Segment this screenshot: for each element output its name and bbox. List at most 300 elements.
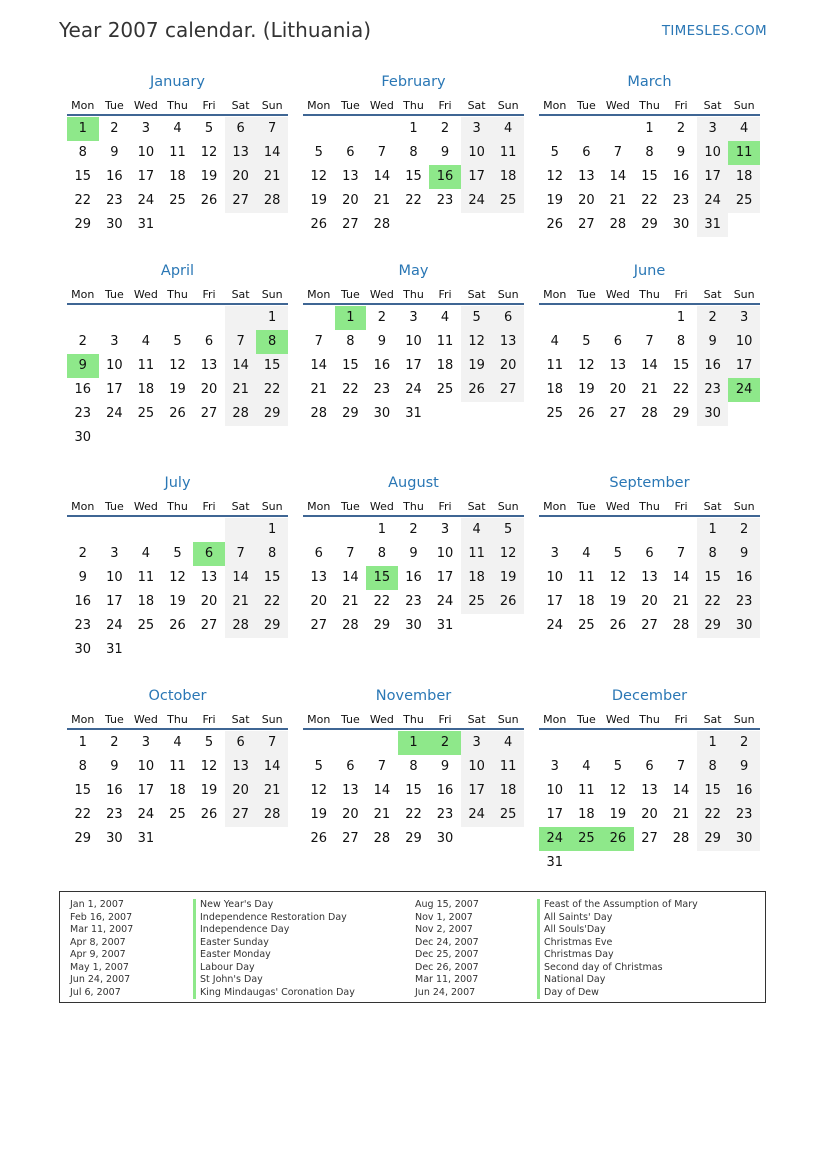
day-cell[interactable]: 3 bbox=[728, 306, 760, 330]
day-cell[interactable]: 7 bbox=[377, 145, 387, 160]
day-cell[interactable]: 8 bbox=[409, 759, 418, 774]
day-cell[interactable]: 1 bbox=[409, 121, 418, 136]
brand-link[interactable]: TIMESLES.COM bbox=[661, 23, 767, 39]
day-cell[interactable]: 27 bbox=[578, 217, 595, 232]
day-cell[interactable]: 19 bbox=[200, 169, 218, 184]
day-cell[interactable]: 30 bbox=[697, 402, 729, 426]
day-cell[interactable]: 10 bbox=[461, 141, 493, 165]
day-cell[interactable]: 6 bbox=[645, 759, 654, 774]
day-cell[interactable]: 16 bbox=[106, 169, 123, 184]
day-cell[interactable]: 18 bbox=[169, 169, 186, 184]
day-cell[interactable]: 4 bbox=[141, 334, 151, 349]
day-cell[interactable]: 27 bbox=[225, 803, 257, 827]
day-cell[interactable]: 15 bbox=[342, 358, 359, 373]
day-cell[interactable]: 22 bbox=[697, 803, 729, 827]
day-cell[interactable]: 26 bbox=[578, 406, 595, 421]
day-cell[interactable]: 27 bbox=[342, 831, 359, 846]
day-cell[interactable]: 29 bbox=[256, 402, 288, 426]
day-cell[interactable]: 2 bbox=[78, 334, 87, 349]
day-cell[interactable]: 28 bbox=[641, 406, 658, 421]
day-cell[interactable]: 1 bbox=[256, 306, 288, 330]
day-cell[interactable]: 14 bbox=[256, 755, 288, 779]
day-cell[interactable]: 22 bbox=[672, 382, 690, 397]
day-cell[interactable]: 10 bbox=[137, 145, 155, 160]
day-cell[interactable]: 3 bbox=[550, 546, 559, 561]
day-cell[interactable]: 11 bbox=[137, 358, 155, 373]
day-cell[interactable]: 8 bbox=[409, 145, 418, 160]
day-cell[interactable]: 16 bbox=[436, 783, 454, 798]
day-cell[interactable]: 30 bbox=[728, 614, 760, 638]
day-cell[interactable]: 25 bbox=[578, 618, 595, 633]
day-cell[interactable]: 13 bbox=[225, 141, 257, 165]
day-cell[interactable]: 13 bbox=[200, 570, 218, 585]
day-cell[interactable]: 21 bbox=[256, 779, 288, 803]
day-cell[interactable]: 2 bbox=[377, 310, 387, 325]
day-cell[interactable]: 20 bbox=[492, 354, 524, 378]
day-cell[interactable]: 7 bbox=[256, 117, 288, 141]
day-cell[interactable]: 2 bbox=[110, 735, 119, 750]
day-cell[interactable]: 25 bbox=[571, 827, 603, 851]
day-cell[interactable]: 11 bbox=[578, 570, 595, 585]
day-cell[interactable]: 29 bbox=[672, 406, 690, 421]
day-cell[interactable]: 4 bbox=[582, 546, 591, 561]
day-cell[interactable]: 24 bbox=[106, 618, 123, 633]
day-cell[interactable]: 24 bbox=[539, 827, 571, 851]
day-cell[interactable]: 19 bbox=[492, 566, 524, 590]
day-cell[interactable]: 24 bbox=[461, 803, 493, 827]
day-cell[interactable]: 18 bbox=[461, 566, 493, 590]
day-cell[interactable]: 7 bbox=[225, 330, 257, 354]
day-cell[interactable]: 20 bbox=[225, 779, 257, 803]
day-cell[interactable]: 13 bbox=[641, 783, 658, 798]
day-cell[interactable]: 9 bbox=[110, 759, 119, 774]
day-cell[interactable]: 1 bbox=[398, 731, 430, 755]
day-cell[interactable]: 10 bbox=[436, 546, 454, 561]
day-cell[interactable]: 23 bbox=[106, 807, 123, 822]
day-cell[interactable]: 4 bbox=[728, 117, 760, 141]
day-cell[interactable]: 23 bbox=[74, 406, 92, 421]
day-cell[interactable]: 11 bbox=[492, 755, 524, 779]
day-cell[interactable]: 15 bbox=[405, 169, 422, 184]
day-cell[interactable]: 18 bbox=[436, 358, 454, 373]
day-cell[interactable]: 15 bbox=[256, 566, 288, 590]
day-cell[interactable]: 4 bbox=[173, 735, 182, 750]
day-cell[interactable]: 2 bbox=[78, 546, 87, 561]
day-cell[interactable]: 4 bbox=[550, 334, 559, 349]
day-cell[interactable]: 13 bbox=[200, 358, 218, 373]
day-cell[interactable]: 6 bbox=[492, 306, 524, 330]
day-cell[interactable]: 23 bbox=[436, 193, 454, 208]
day-cell[interactable]: 10 bbox=[697, 141, 729, 165]
day-cell[interactable]: 20 bbox=[342, 807, 359, 822]
day-cell[interactable]: 24 bbox=[405, 382, 422, 397]
day-cell[interactable]: 15 bbox=[256, 354, 288, 378]
day-cell[interactable]: 7 bbox=[613, 145, 623, 160]
day-cell[interactable]: 28 bbox=[310, 406, 328, 421]
day-cell[interactable]: 25 bbox=[461, 590, 493, 614]
day-cell[interactable]: 21 bbox=[672, 807, 690, 822]
day-cell[interactable]: 18 bbox=[578, 594, 595, 609]
day-cell[interactable]: 6 bbox=[645, 546, 654, 561]
day-cell[interactable]: 29 bbox=[256, 614, 288, 638]
day-cell[interactable]: 2 bbox=[728, 731, 760, 755]
day-cell[interactable]: 10 bbox=[405, 334, 422, 349]
day-cell[interactable]: 17 bbox=[697, 165, 729, 189]
day-cell[interactable]: 31 bbox=[697, 213, 729, 237]
day-cell[interactable]: 16 bbox=[728, 779, 760, 803]
day-cell[interactable]: 12 bbox=[609, 570, 627, 585]
day-cell[interactable]: 10 bbox=[106, 358, 123, 373]
day-cell[interactable]: 11 bbox=[169, 145, 186, 160]
day-cell[interactable]: 30 bbox=[672, 217, 690, 232]
day-cell[interactable]: 23 bbox=[697, 378, 729, 402]
day-cell[interactable]: 12 bbox=[578, 358, 595, 373]
day-cell[interactable]: 21 bbox=[373, 807, 391, 822]
day-cell[interactable]: 10 bbox=[137, 759, 155, 774]
day-cell[interactable]: 14 bbox=[310, 358, 328, 373]
day-cell[interactable]: 22 bbox=[697, 590, 729, 614]
day-cell[interactable]: 16 bbox=[728, 566, 760, 590]
day-cell[interactable]: 17 bbox=[106, 594, 123, 609]
day-cell[interactable]: 28 bbox=[256, 803, 288, 827]
day-cell[interactable]: 3 bbox=[110, 334, 119, 349]
day-cell[interactable]: 10 bbox=[546, 570, 564, 585]
day-cell[interactable]: 7 bbox=[377, 759, 387, 774]
day-cell[interactable]: 7 bbox=[676, 759, 686, 774]
day-cell[interactable]: 14 bbox=[672, 570, 690, 585]
day-cell[interactable]: 6 bbox=[204, 334, 214, 349]
day-cell[interactable]: 17 bbox=[405, 358, 422, 373]
day-cell[interactable]: 16 bbox=[697, 354, 729, 378]
day-cell[interactable]: 5 bbox=[314, 759, 323, 774]
day-cell[interactable]: 19 bbox=[546, 193, 564, 208]
day-cell[interactable]: 30 bbox=[106, 831, 123, 846]
day-cell[interactable]: 11 bbox=[169, 759, 186, 774]
day-cell[interactable]: 17 bbox=[436, 570, 454, 585]
day-cell[interactable]: 3 bbox=[440, 522, 450, 537]
day-cell[interactable]: 9 bbox=[67, 354, 99, 378]
day-cell[interactable]: 13 bbox=[609, 358, 627, 373]
day-cell[interactable]: 28 bbox=[342, 618, 359, 633]
day-cell[interactable]: 18 bbox=[546, 382, 564, 397]
day-cell[interactable]: 2 bbox=[110, 121, 119, 136]
day-cell[interactable]: 15 bbox=[641, 169, 658, 184]
day-cell[interactable]: 25 bbox=[436, 382, 454, 397]
day-cell[interactable]: 21 bbox=[310, 382, 328, 397]
day-cell[interactable]: 17 bbox=[546, 594, 564, 609]
day-cell[interactable]: 15 bbox=[74, 169, 92, 184]
day-cell[interactable]: 6 bbox=[613, 334, 623, 349]
day-cell[interactable]: 26 bbox=[200, 807, 218, 822]
day-cell[interactable]: 19 bbox=[578, 382, 595, 397]
day-cell[interactable]: 8 bbox=[676, 334, 686, 349]
day-cell[interactable]: 14 bbox=[373, 169, 391, 184]
day-cell[interactable]: 5 bbox=[613, 759, 623, 774]
day-cell[interactable]: 6 bbox=[225, 117, 257, 141]
day-cell[interactable]: 8 bbox=[697, 755, 729, 779]
day-cell[interactable]: 6 bbox=[346, 759, 355, 774]
day-cell[interactable]: 19 bbox=[200, 783, 218, 798]
day-cell[interactable]: 23 bbox=[74, 618, 92, 633]
day-cell[interactable]: 11 bbox=[728, 141, 760, 165]
day-cell[interactable]: 20 bbox=[310, 594, 328, 609]
day-cell[interactable]: 19 bbox=[461, 354, 493, 378]
day-cell[interactable]: 4 bbox=[461, 518, 493, 542]
day-cell[interactable]: 22 bbox=[256, 590, 288, 614]
day-cell[interactable]: 16 bbox=[74, 382, 92, 397]
day-cell[interactable]: 19 bbox=[310, 807, 328, 822]
day-cell[interactable]: 18 bbox=[492, 779, 524, 803]
day-cell[interactable]: 16 bbox=[672, 169, 690, 184]
day-cell[interactable]: 9 bbox=[676, 145, 686, 160]
day-cell[interactable]: 13 bbox=[342, 169, 359, 184]
day-cell[interactable]: 7 bbox=[225, 542, 257, 566]
day-cell[interactable]: 3 bbox=[141, 735, 151, 750]
day-cell[interactable]: 27 bbox=[225, 189, 257, 213]
day-cell[interactable]: 1 bbox=[645, 121, 654, 136]
day-cell[interactable]: 7 bbox=[314, 334, 323, 349]
day-cell[interactable]: 20 bbox=[609, 382, 627, 397]
day-cell[interactable]: 22 bbox=[74, 807, 92, 822]
day-cell[interactable]: 30 bbox=[373, 406, 391, 421]
day-cell[interactable]: 5 bbox=[173, 334, 182, 349]
day-cell[interactable]: 16 bbox=[106, 783, 123, 798]
day-cell[interactable]: 9 bbox=[728, 542, 760, 566]
day-cell[interactable]: 9 bbox=[697, 330, 729, 354]
day-cell[interactable]: 27 bbox=[641, 618, 658, 633]
day-cell[interactable]: 12 bbox=[461, 330, 493, 354]
day-cell[interactable]: 3 bbox=[141, 121, 151, 136]
day-cell[interactable]: 26 bbox=[169, 618, 186, 633]
day-cell[interactable]: 5 bbox=[613, 546, 623, 561]
day-cell[interactable]: 3 bbox=[461, 731, 493, 755]
day-cell[interactable]: 27 bbox=[492, 378, 524, 402]
day-cell[interactable]: 11 bbox=[492, 141, 524, 165]
day-cell[interactable]: 24 bbox=[728, 378, 760, 402]
day-cell[interactable]: 28 bbox=[373, 217, 391, 232]
day-cell[interactable]: 28 bbox=[256, 189, 288, 213]
day-cell[interactable]: 31 bbox=[436, 618, 454, 633]
day-cell[interactable]: 23 bbox=[436, 807, 454, 822]
day-cell[interactable]: 2 bbox=[728, 518, 760, 542]
day-cell[interactable]: 26 bbox=[546, 217, 564, 232]
day-cell[interactable]: 12 bbox=[492, 542, 524, 566]
day-cell[interactable]: 23 bbox=[728, 803, 760, 827]
day-cell[interactable]: 6 bbox=[225, 731, 257, 755]
day-cell[interactable]: 29 bbox=[641, 217, 658, 232]
day-cell[interactable]: 2 bbox=[409, 522, 418, 537]
day-cell[interactable]: 12 bbox=[310, 783, 328, 798]
day-cell[interactable]: 12 bbox=[310, 169, 328, 184]
day-cell[interactable]: 29 bbox=[373, 618, 391, 633]
day-cell[interactable]: 26 bbox=[461, 378, 493, 402]
day-cell[interactable]: 11 bbox=[137, 570, 155, 585]
day-cell[interactable]: 13 bbox=[578, 169, 595, 184]
day-cell[interactable]: 28 bbox=[225, 614, 257, 638]
day-cell[interactable]: 14 bbox=[225, 354, 257, 378]
day-cell[interactable]: 11 bbox=[461, 542, 493, 566]
day-cell[interactable]: 3 bbox=[697, 117, 729, 141]
day-cell[interactable]: 21 bbox=[641, 382, 658, 397]
day-cell[interactable]: 20 bbox=[578, 193, 595, 208]
day-cell[interactable]: 17 bbox=[728, 354, 760, 378]
day-cell[interactable]: 26 bbox=[310, 831, 328, 846]
day-cell[interactable]: 9 bbox=[440, 145, 450, 160]
day-cell[interactable]: 17 bbox=[137, 783, 155, 798]
day-cell[interactable]: 22 bbox=[256, 378, 288, 402]
day-cell[interactable]: 11 bbox=[578, 783, 595, 798]
day-cell[interactable]: 26 bbox=[492, 590, 524, 614]
day-cell[interactable]: 20 bbox=[200, 594, 218, 609]
day-cell[interactable]: 9 bbox=[377, 334, 387, 349]
day-cell[interactable]: 29 bbox=[405, 831, 422, 846]
day-cell[interactable]: 25 bbox=[492, 189, 524, 213]
day-cell[interactable]: 19 bbox=[609, 807, 627, 822]
day-cell[interactable]: 19 bbox=[609, 594, 627, 609]
day-cell[interactable]: 11 bbox=[436, 334, 454, 349]
day-cell[interactable]: 8 bbox=[346, 334, 355, 349]
day-cell[interactable]: 25 bbox=[546, 406, 564, 421]
day-cell[interactable]: 29 bbox=[74, 217, 92, 232]
day-cell[interactable]: 30 bbox=[405, 618, 422, 633]
day-cell[interactable]: 1 bbox=[676, 310, 686, 325]
day-cell[interactable]: 23 bbox=[106, 193, 123, 208]
day-cell[interactable]: 17 bbox=[461, 165, 493, 189]
day-cell[interactable]: 11 bbox=[546, 358, 564, 373]
day-cell[interactable]: 2 bbox=[676, 121, 686, 136]
day-cell[interactable]: 29 bbox=[74, 831, 92, 846]
day-cell[interactable]: 31 bbox=[405, 406, 422, 421]
day-cell[interactable]: 16 bbox=[405, 570, 422, 585]
day-cell[interactable]: 13 bbox=[310, 570, 328, 585]
day-cell[interactable]: 14 bbox=[373, 783, 391, 798]
day-cell[interactable]: 1 bbox=[335, 306, 367, 330]
day-cell[interactable]: 26 bbox=[609, 618, 627, 633]
day-cell[interactable]: 29 bbox=[342, 406, 359, 421]
day-cell[interactable]: 27 bbox=[200, 406, 218, 421]
day-cell[interactable]: 23 bbox=[728, 590, 760, 614]
day-cell[interactable]: 21 bbox=[373, 193, 391, 208]
day-cell[interactable]: 5 bbox=[492, 518, 524, 542]
day-cell[interactable]: 15 bbox=[697, 566, 729, 590]
day-cell[interactable]: 17 bbox=[461, 779, 493, 803]
day-cell[interactable]: 20 bbox=[342, 193, 359, 208]
day-cell[interactable]: 10 bbox=[106, 570, 123, 585]
day-cell[interactable]: 18 bbox=[137, 382, 155, 397]
day-cell[interactable]: 19 bbox=[310, 193, 328, 208]
day-cell[interactable]: 24 bbox=[697, 189, 729, 213]
day-cell[interactable]: 21 bbox=[672, 594, 690, 609]
day-cell[interactable]: 1 bbox=[67, 117, 99, 141]
day-cell[interactable]: 4 bbox=[141, 546, 151, 561]
day-cell[interactable]: 24 bbox=[546, 618, 564, 633]
day-cell[interactable]: 1 bbox=[697, 731, 729, 755]
day-cell[interactable]: 8 bbox=[645, 145, 654, 160]
day-cell[interactable]: 7 bbox=[346, 546, 355, 561]
day-cell[interactable]: 26 bbox=[200, 193, 218, 208]
day-cell[interactable]: 24 bbox=[137, 193, 155, 208]
day-cell[interactable]: 8 bbox=[256, 542, 288, 566]
day-cell[interactable]: 25 bbox=[137, 406, 155, 421]
day-cell[interactable]: 15 bbox=[672, 358, 690, 373]
day-cell[interactable]: 12 bbox=[200, 759, 218, 774]
day-cell[interactable]: 29 bbox=[697, 827, 729, 851]
day-cell[interactable]: 1 bbox=[256, 518, 288, 542]
day-cell[interactable]: 18 bbox=[169, 783, 186, 798]
day-cell[interactable]: 2 bbox=[697, 306, 729, 330]
day-cell[interactable]: 16 bbox=[429, 165, 461, 189]
day-cell[interactable]: 27 bbox=[342, 217, 359, 232]
day-cell[interactable]: 8 bbox=[78, 759, 87, 774]
day-cell[interactable]: 19 bbox=[169, 594, 186, 609]
day-cell[interactable]: 14 bbox=[641, 358, 658, 373]
day-cell[interactable]: 28 bbox=[672, 831, 690, 846]
day-cell[interactable]: 14 bbox=[672, 783, 690, 798]
day-cell[interactable]: 5 bbox=[173, 546, 182, 561]
day-cell[interactable]: 28 bbox=[609, 217, 627, 232]
day-cell[interactable]: 23 bbox=[672, 193, 690, 208]
day-cell[interactable]: 8 bbox=[256, 330, 288, 354]
day-cell[interactable]: 6 bbox=[193, 542, 225, 566]
day-cell[interactable]: 20 bbox=[200, 382, 218, 397]
day-cell[interactable]: 5 bbox=[582, 334, 591, 349]
day-cell[interactable]: 4 bbox=[440, 310, 450, 325]
day-cell[interactable]: 6 bbox=[346, 145, 355, 160]
day-cell[interactable]: 8 bbox=[78, 145, 87, 160]
day-cell[interactable]: 28 bbox=[672, 618, 690, 633]
day-cell[interactable]: 9 bbox=[110, 145, 119, 160]
day-cell[interactable]: 21 bbox=[225, 378, 257, 402]
day-cell[interactable]: 21 bbox=[256, 165, 288, 189]
day-cell[interactable]: 22 bbox=[641, 193, 658, 208]
day-cell[interactable]: 8 bbox=[377, 546, 387, 561]
day-cell[interactable]: 10 bbox=[728, 330, 760, 354]
day-cell[interactable]: 28 bbox=[373, 831, 391, 846]
day-cell[interactable]: 12 bbox=[169, 570, 186, 585]
day-cell[interactable]: 18 bbox=[137, 594, 155, 609]
day-cell[interactable]: 4 bbox=[173, 121, 182, 136]
day-cell[interactable]: 18 bbox=[728, 165, 760, 189]
day-cell[interactable]: 20 bbox=[225, 165, 257, 189]
day-cell[interactable]: 17 bbox=[137, 169, 155, 184]
day-cell[interactable]: 27 bbox=[609, 406, 627, 421]
day-cell[interactable]: 12 bbox=[200, 145, 218, 160]
day-cell[interactable]: 22 bbox=[405, 807, 422, 822]
day-cell[interactable]: 24 bbox=[137, 807, 155, 822]
day-cell[interactable]: 18 bbox=[578, 807, 595, 822]
day-cell[interactable]: 14 bbox=[256, 141, 288, 165]
day-cell[interactable]: 26 bbox=[169, 406, 186, 421]
day-cell[interactable]: 1 bbox=[697, 518, 729, 542]
day-cell[interactable]: 3 bbox=[409, 310, 418, 325]
day-cell[interactable]: 15 bbox=[697, 779, 729, 803]
day-cell[interactable]: 4 bbox=[582, 759, 591, 774]
day-cell[interactable]: 23 bbox=[405, 594, 422, 609]
day-cell[interactable]: 15 bbox=[366, 566, 398, 590]
day-cell[interactable]: 31 bbox=[546, 855, 564, 870]
day-cell[interactable]: 9 bbox=[440, 759, 450, 774]
day-cell[interactable]: 7 bbox=[645, 334, 654, 349]
day-cell[interactable]: 20 bbox=[641, 807, 658, 822]
day-cell[interactable]: 30 bbox=[74, 642, 92, 657]
day-cell[interactable]: 17 bbox=[106, 382, 123, 397]
day-cell[interactable]: 25 bbox=[169, 193, 186, 208]
day-cell[interactable]: 3 bbox=[550, 759, 559, 774]
day-cell[interactable]: 12 bbox=[169, 358, 186, 373]
day-cell[interactable]: 28 bbox=[225, 402, 257, 426]
day-cell[interactable]: 29 bbox=[697, 614, 729, 638]
day-cell[interactable]: 13 bbox=[492, 330, 524, 354]
